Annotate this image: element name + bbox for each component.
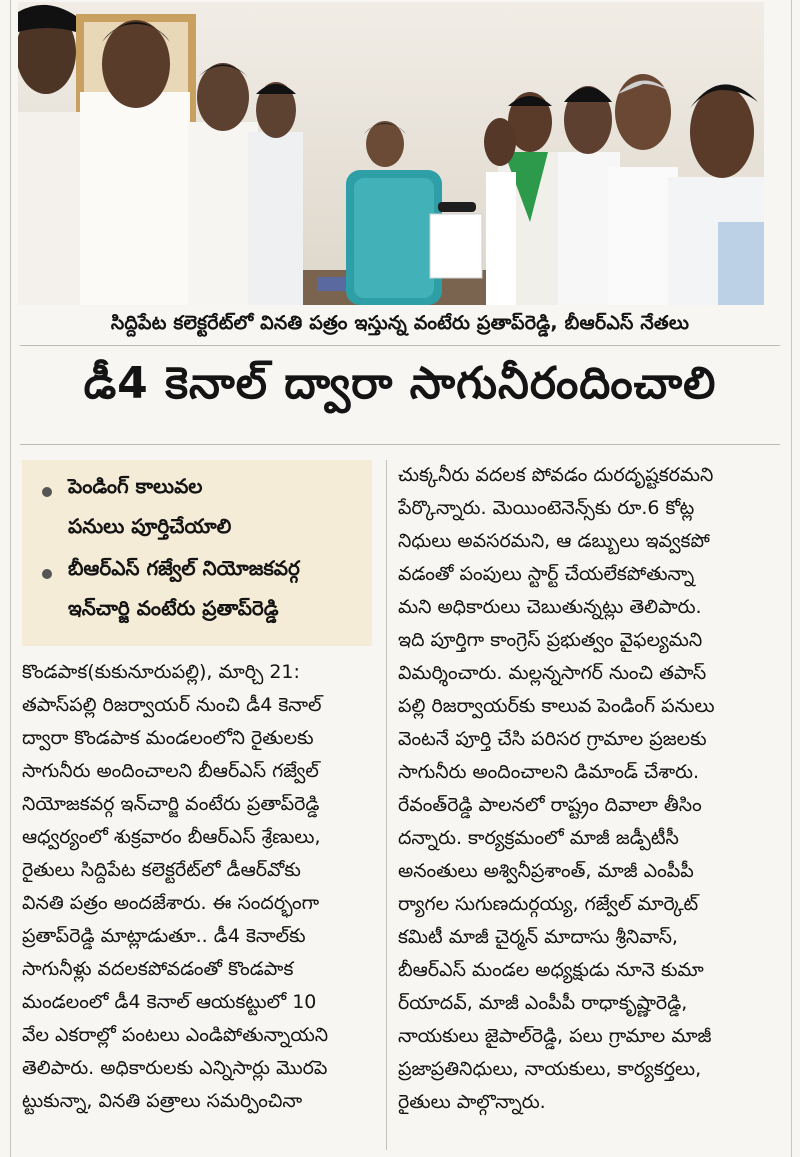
article-column-left — [22, 656, 374, 1118]
highlights-box — [22, 460, 372, 646]
article-line: ర్యాగల సుగుణదుర్గయ్య, గజ్వేల్ మార్కెట్ — [398, 893, 699, 915]
photo-caption: సిద్దిపేట కలెక్టరేట్‌లో వినతి పత్రం ఇస్తున్న వంటేరు ప్రతాప్‌రెడ్డి, బీఆర్‌ఎస్ నేతలు — [110, 312, 690, 334]
article-line: మని అధికారులు చెబుతున్నట్లు తెలిపారు. — [398, 596, 702, 618]
article-line: దన్నారు. కార్యక్రమంలో మాజీ జడ్పీటీసీ — [398, 827, 679, 849]
bullet-icon — [42, 487, 52, 497]
highlight-line: ఇన్‌చార్జి వంటేరు ప్రతాప్‌రెడ్డి — [68, 596, 279, 620]
article-line: నాయకులు జైపాల్‌రెడ్డి, పలు గ్రామాల మాజీ — [398, 1025, 712, 1047]
article-line: ఆధ్వర్యంలో శుక్రవారం బీఆర్‌ఎస్ శ్రేణులు, — [22, 826, 321, 848]
article-line: ర్‌యాదవ్, మాజీ ఎంపీపీ రాధాకృష్ణారెడ్డి, — [398, 992, 688, 1014]
headline: డీ4 కెనాల్ ద్వారా సాగునీరందించాలి — [83, 358, 717, 409]
article-line: ప్రజాప్రతినిధులు, నాయకులు, కార్యకర్తలు, — [398, 1058, 702, 1080]
article-line: కొండపాక(కుకునూరుపల్లి), మార్చి 21: — [22, 661, 300, 683]
article-line: ద్వారా కొండపాక మండలంలోని రైతులకు — [22, 727, 314, 749]
article-column-right — [398, 459, 772, 1119]
article-line: తపాస్‌పల్లి రిజర్వాయర్ నుంచి డీ4 కెనాల్ — [22, 694, 322, 716]
article-line: సాగునీరు అందించాలని డిమాండ్ చేశారు. — [398, 761, 700, 783]
article-line: ప్రతాప్‌రెడ్డి మాట్లాడుతూ.. డీ4 కెనాల్‌కు — [22, 925, 306, 947]
bullet-icon — [42, 569, 52, 579]
article-line: విమర్శించారు. మల్లన్నసాగర్ నుంచి తపాస్ — [398, 662, 707, 684]
article-line: ట్టుకున్నా, వినతి పత్రాలు సమర్పించినా — [22, 1090, 303, 1112]
news-photo — [18, 2, 764, 305]
article-line: మండలంలో డీ4 కెనాల్ ఆయకట్టులో 10 — [22, 991, 317, 1013]
divider — [20, 444, 780, 445]
article-line: బీఆర్‌ఎస్ మండల అధ్యక్షుడు నూనె కుమా — [398, 959, 704, 981]
divider — [20, 345, 780, 346]
article-line: వడంతో పంపులు స్టార్ట్ చేయలేకపోతున్నా — [398, 563, 695, 585]
article-line: నిధులు అవసరమని, ఆ డబ్బులు ఇవ్వకపో — [398, 530, 710, 552]
highlight-line: బీఆర్‌ఎస్ గజ్వేల్ నియోజకవర్గ — [68, 556, 300, 580]
article-line: అనంతులు అశ్వినీప్రశాంత్, మాజీ ఎంపీపీ — [398, 860, 694, 882]
article-line: సాగునీరు అందించాలని బీఆర్‌ఎస్ గజ్వేల్ — [22, 760, 319, 782]
highlight-line: పనులు పూర్తిచేయాలి — [68, 514, 232, 538]
article-line: పల్లి రిజర్వాయర్‌కు కాలువ పెండింగ్ పనులు — [398, 695, 715, 717]
article-line: నియోజకవర్గ ఇన్‌చార్జి వంటేరు ప్రతాప్‌రెడ్డి — [22, 793, 320, 815]
article-line: చుక్కనీరు వదలక పోవడం దురదృష్టకరమని — [398, 464, 714, 486]
article-line: తెలిపారు. అధికారులకు ఎన్నిసార్లు మొరపె — [22, 1057, 328, 1079]
article-line: రేవంత్‌రెడ్డి పాలనలో రాష్ట్రం దివాలా తీసిం — [398, 794, 702, 816]
highlight-line: పెండింగ్ కాలువల — [68, 474, 203, 498]
article-line: వేల ఎకరాల్లో పంటలు ఎండిపోతున్నాయని — [22, 1024, 329, 1046]
column-divider — [386, 460, 387, 1150]
article-line: కమిటీ మాజీ చైర్మన్ మాదాసు శ్రీనివాస్, — [398, 926, 678, 948]
article-line: ఇది పూర్తిగా కాంగ్రెస్ ప్రభుత్వం వైఫల్యమని — [398, 629, 703, 651]
article-line: వెంటనే పూర్తి చేసి పరిసర గ్రామాల ప్రజలకు — [398, 728, 707, 750]
article-line: సాగునీళ్లు వదలకపోవడంతో కొండపాక — [22, 958, 294, 980]
article-line: రైతులు సిద్దిపేట కలెక్టరేట్‌లో డీఆర్‌వోకు — [22, 859, 301, 881]
article-line: రైతులు పాల్గొన్నారు. — [398, 1091, 546, 1113]
article-line: పేర్కొన్నారు. మెయింటెనెన్స్‌కు రూ.6 కోట్ల — [398, 497, 695, 519]
article-line: వినతి పత్రం అందజేశారు. ఈ సందర్భంగా — [22, 892, 320, 914]
